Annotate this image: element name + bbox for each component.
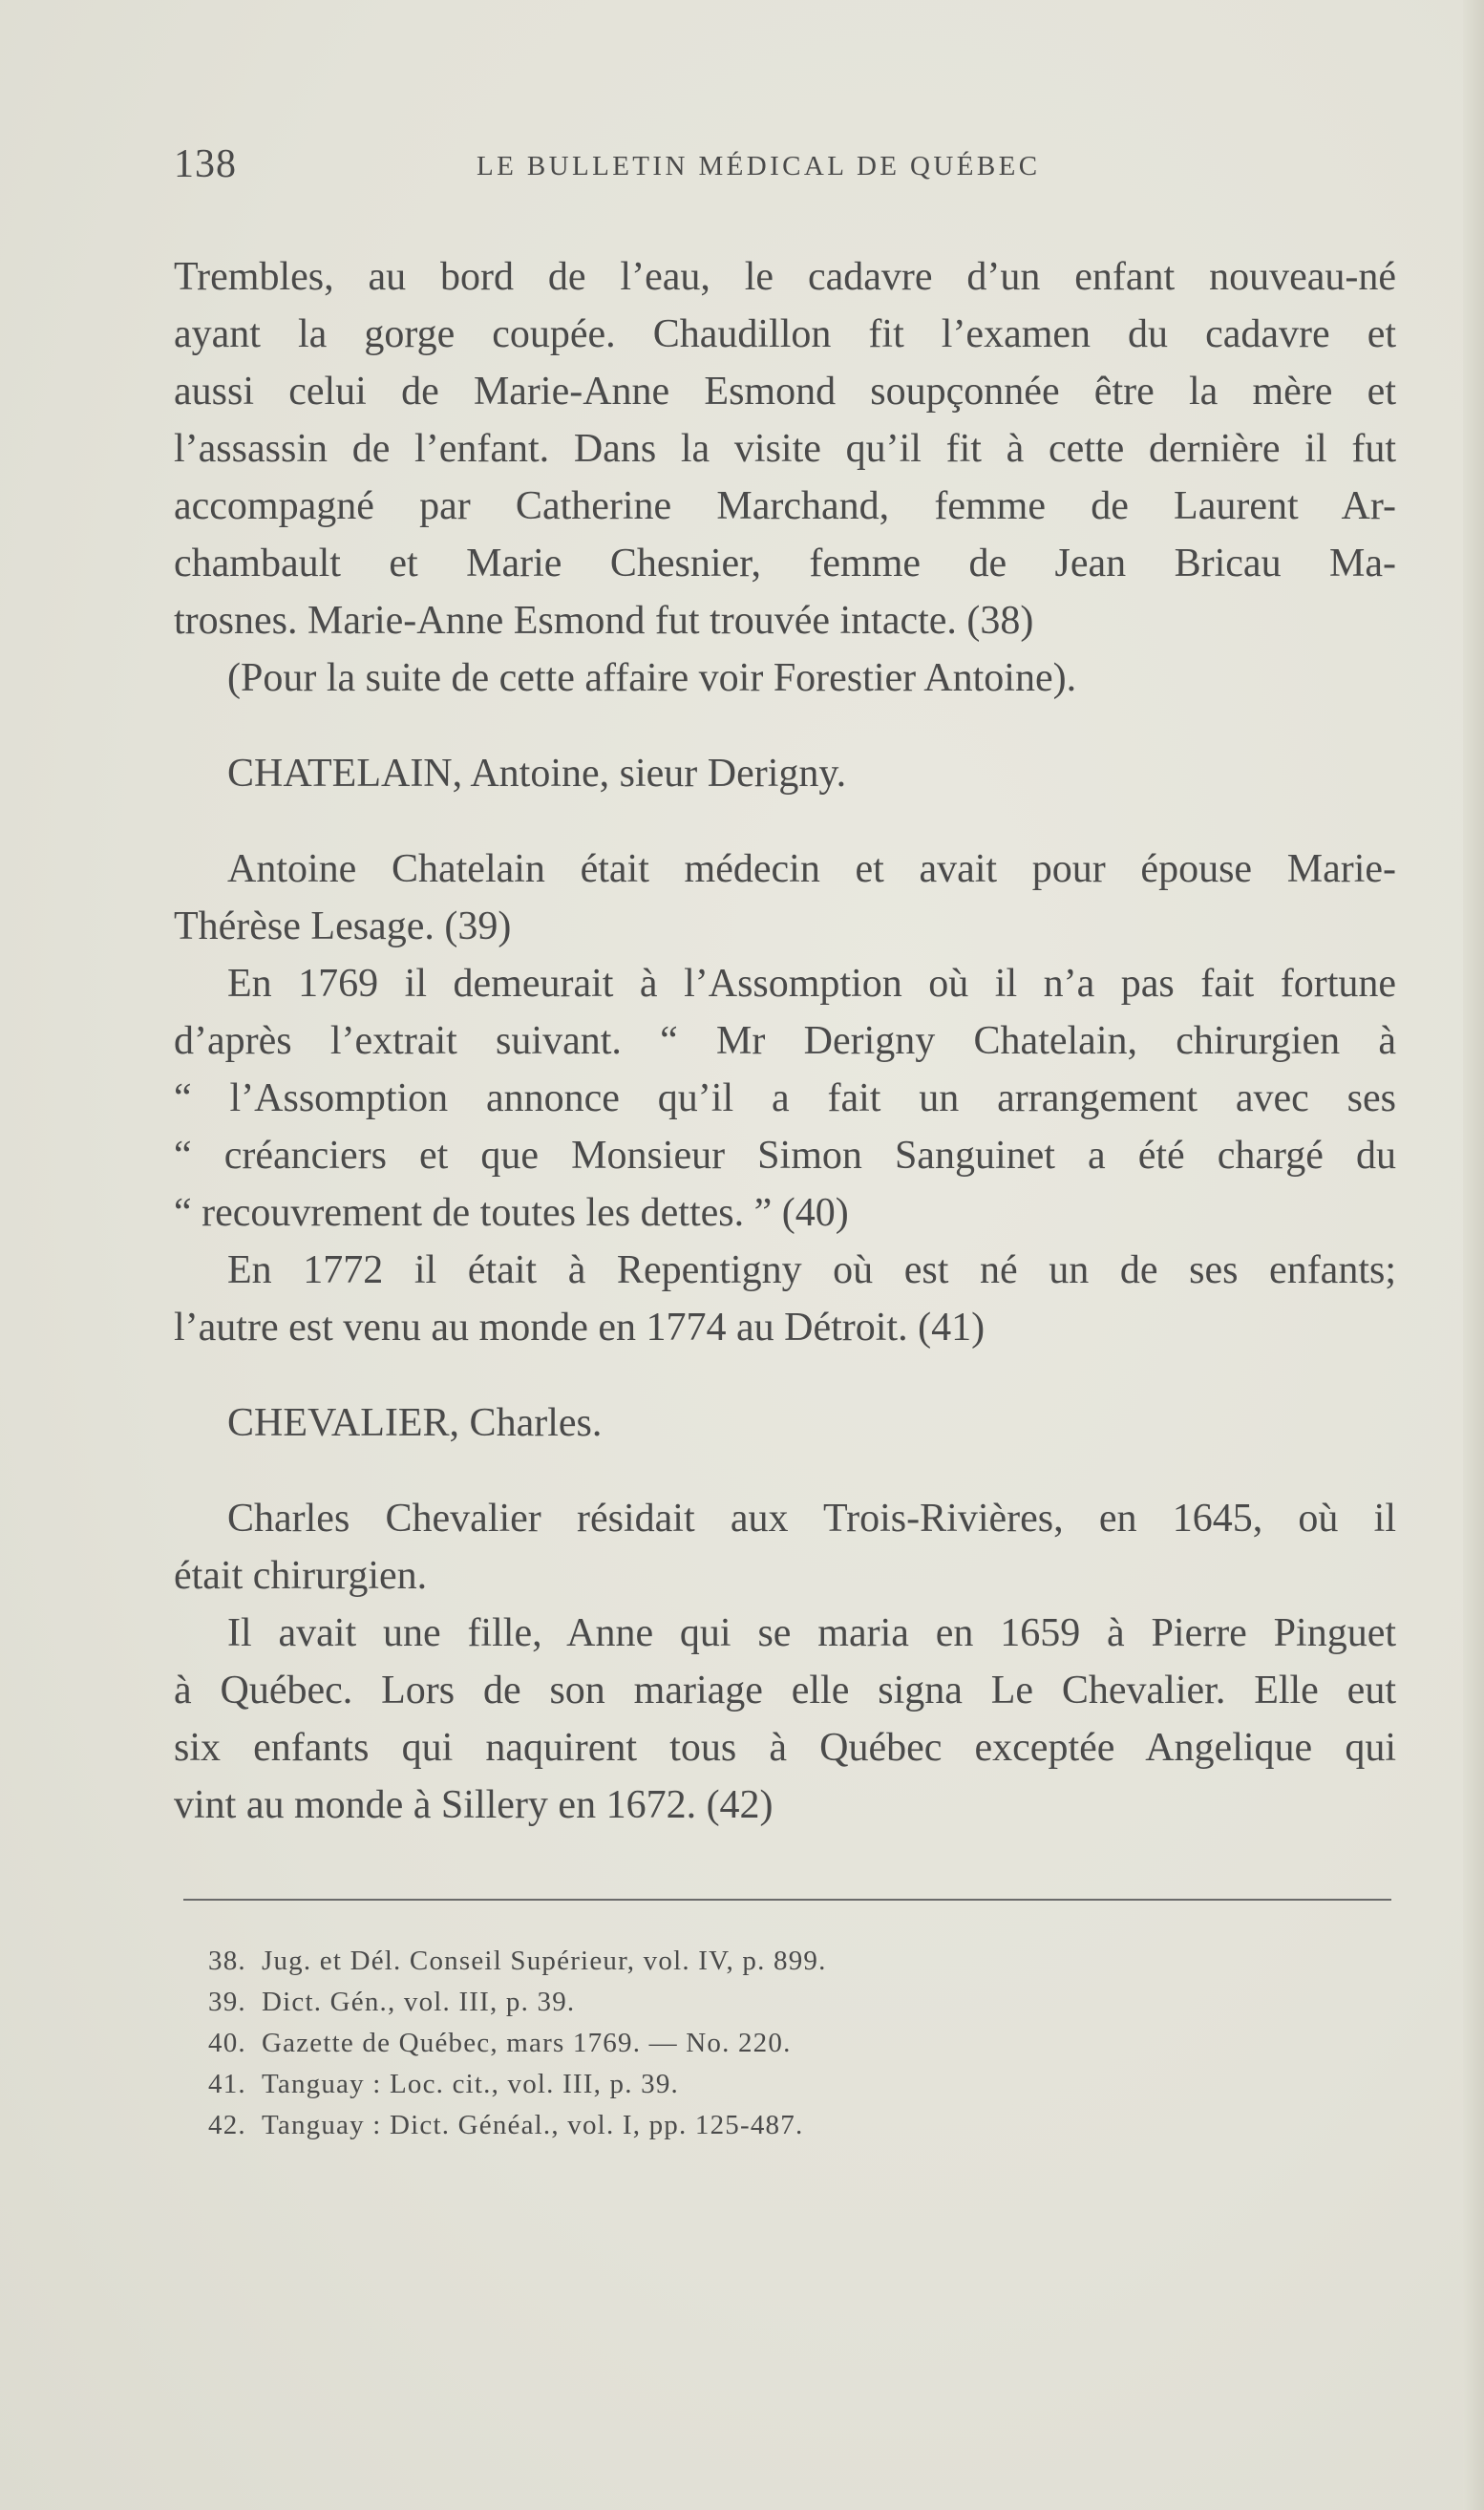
text-line: vint au monde à Sillery en 1672. (42)	[174, 1783, 774, 1827]
page-number: 138	[174, 142, 237, 186]
footnote-number: 38.	[208, 1946, 246, 1976]
footnote-text: Dict. Gén., vol. III, p. 39.	[262, 1987, 576, 2017]
footnote-text: Tanguay : Dict. Généal., vol. I, pp. 125-487.	[262, 2110, 804, 2140]
text-line: Antoine Chatelain était médecin et avait pour épouse Marie-	[227, 847, 1396, 891]
section-heading-chevalier: CHEVALIER, Charles.	[227, 1401, 603, 1445]
footnote-number: 39.	[208, 1987, 246, 2017]
text-line: trosnes. Marie-Anne Esmond fut trouvée intacte. (38)	[174, 599, 1034, 643]
text-line: l’assassin de l’enfant. Dans la visite qu’il fit à cette dernière il fut	[174, 427, 1396, 471]
text-line: chambault et Marie Chesnier, femme de Jean Bricau Ma-	[174, 542, 1396, 585]
footnote-40	[208, 2023, 1354, 2064]
footnote-divider	[183, 1899, 1391, 1901]
page-header	[174, 141, 1396, 199]
body-text	[174, 248, 1396, 1834]
footnote-text: Jug. et Dél. Conseil Supérieur, vol. IV, p. 899.	[262, 1946, 827, 1976]
page-edge-shadow	[1463, 0, 1484, 2510]
section-heading-chatelain: CHATELAIN, Antoine, sieur Derigny.	[227, 752, 847, 796]
running-head: LE BULLETIN MÉDICAL DE QUÉBEC	[477, 151, 1041, 181]
text-line: aussi celui de Marie-Anne Esmond soupçonnée être la mère et	[174, 370, 1396, 414]
text-line: Trembles, au bord de l’eau, le cadavre d’un enfant nouveau-né	[174, 255, 1396, 299]
footnote-text: Tanguay : Loc. cit., vol. III, p. 39.	[262, 2069, 679, 2099]
text-line: “ recouvrement de toutes les dettes. ” (40)	[174, 1191, 849, 1235]
text-line: Thérèse Lesage. (39)	[174, 904, 512, 948]
footnote-number: 41.	[208, 2069, 246, 2099]
footnote-number: 40.	[208, 2028, 246, 2058]
footnote-41	[208, 2064, 1354, 2105]
text-line: l’autre est venu au monde en 1774 au Détroit. (41)	[174, 1306, 986, 1350]
text-line: d’après l’extrait suivant. “ Mr Derigny Chatelain, chirurgien à	[174, 1019, 1396, 1063]
text-line: En 1772 il était à Repentigny où est né un de ses enfants;	[227, 1248, 1396, 1292]
footnote-39	[208, 1982, 1354, 2023]
footnote-38	[208, 1941, 1354, 1982]
text-line: à Québec. Lors de son mariage elle signa Le Chevalier. Elle eut	[174, 1669, 1396, 1712]
section-gap	[174, 802, 1396, 840]
text-line: Charles Chevalier résidait aux Trois-Rivières, en 1645, où il	[227, 1497, 1396, 1541]
text-line: En 1769 il demeurait à l’Assomption où il n’a pas fait fortune	[227, 962, 1396, 1006]
section-gap	[174, 1452, 1396, 1490]
text-line: accompagné par Catherine Marchand, femme de Laurent Ar-	[174, 484, 1396, 528]
footnote-text: Gazette de Québec, mars 1769. — No. 220.	[262, 2028, 792, 2058]
footnote-42	[208, 2105, 1354, 2146]
text-line: “ créanciers et que Monsieur Simon Sanguinet a été chargé du	[174, 1134, 1396, 1178]
text-line: ayant la gorge coupée. Chaudillon fit l’examen du cadavre et	[174, 312, 1396, 356]
section-gap	[174, 1356, 1396, 1394]
section-gap	[174, 707, 1396, 745]
text-line: “ l’Assomption annonce qu’il a fait un arrangement avec ses	[174, 1076, 1396, 1120]
text-line: Il avait une fille, Anne qui se maria en 1659 à Pierre Pinguet	[227, 1611, 1396, 1655]
text-line: (Pour la suite de cette affaire voir Forestier Antoine).	[227, 656, 1077, 700]
footnote-number: 42.	[208, 2110, 246, 2140]
text-line: était chirurgien.	[174, 1554, 428, 1598]
text-line: six enfants qui naquirent tous à Québec exceptée Angelique qui	[174, 1726, 1396, 1770]
footnotes	[208, 1941, 1354, 2146]
